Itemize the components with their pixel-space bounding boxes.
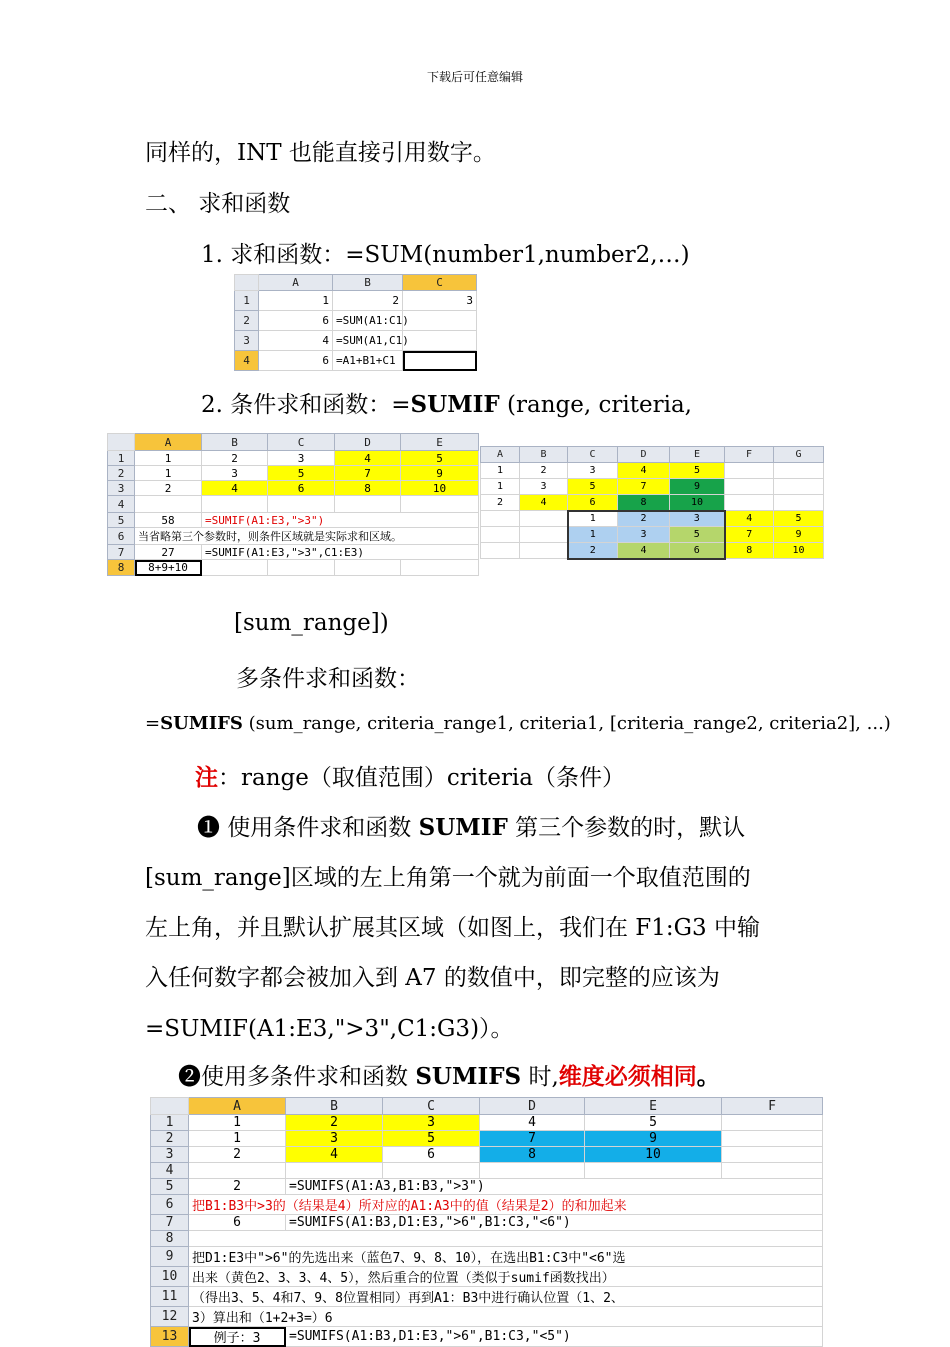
cell: 4 [480,1115,585,1131]
cell: 2 [481,495,520,511]
col-header-selected: C [403,275,477,291]
cell: 1 [189,1131,286,1147]
row-header: 4 [151,1163,189,1179]
row-header: 2 [108,466,135,481]
cell [286,1163,383,1179]
row-header: 1 [151,1115,189,1131]
cell-highlight-green: 9 [670,479,725,495]
cell-highlight-blue: 7 [480,1131,585,1147]
item-sum-function: 1. 求和函数：=SUM(number1,number2,…) [201,242,690,268]
cell-highlight-blue: 10 [585,1147,722,1163]
text-paragraph-line: 左上角，并且默认扩展其区域（如图上，我们在 F1:G3 中输 [145,915,760,941]
cell-highlight: 4 [335,451,401,466]
cell [202,496,268,513]
cell [725,479,774,495]
row-header: 7 [108,545,135,560]
cell-highlight: 4 [618,463,670,479]
text-fragment: 。 [696,1063,720,1090]
cell [335,496,401,513]
col-header: B [202,434,268,451]
cell [401,560,479,576]
cell-highlight: 4 [202,481,268,496]
row-header-selected: 8 [108,560,135,576]
row-header: 3 [151,1147,189,1163]
row-header: 5 [108,513,135,528]
cell-highlight: 5 [383,1131,480,1147]
row-header: 9 [151,1247,189,1267]
cell: 1 [135,466,202,481]
cell-formula: =A1+B1+C1 [333,351,403,371]
cell-highlight-blue: 9 [585,1131,722,1147]
cell: 3 [268,451,335,466]
cell [725,463,774,479]
text-fragment: ：range（取值范围）criteria（条件） [218,765,626,791]
cell: 3 [202,466,268,481]
cell [722,1131,823,1147]
row-header: 11 [151,1287,189,1307]
cell [722,1115,823,1131]
cell [383,1163,480,1179]
page-header: 下载后可任意编辑 [426,70,523,84]
cell: 5 [585,1115,722,1131]
cell-highlight: 5 [401,451,479,466]
row-header: 3 [235,331,259,351]
cell [520,543,568,559]
text-paragraph-line: [sum_range]区域的左上角第一个就为前面一个取值范围的 [145,865,751,891]
col-header: C [268,434,335,451]
row-header: 2 [151,1131,189,1147]
row-header: 7 [151,1215,189,1231]
text-bold-sumifs: SUMIFS [415,1063,522,1090]
cell-formula: =SUMIFS(A1:A3,B1:B3,">3") [286,1179,823,1195]
cell [403,311,477,331]
cell-highlight: 8 [335,481,401,496]
col-header: E [401,434,479,451]
cell-note: 把D1:E3中">6"的先选出来（蓝色7、9、8、10），在选出B1:C3中"<6"选 [189,1247,823,1267]
cell-selected [403,351,477,371]
row-header: 4 [108,496,135,513]
cell [335,560,401,576]
cell: 2 [189,1147,286,1163]
section-heading-sum: 二、 求和函数 [145,191,291,217]
row-header: 1 [108,451,135,466]
cell-highlight-blue: 8 [480,1147,585,1163]
text-fragment: (range, criteria, [499,392,692,418]
cell: 3 [403,291,477,311]
text-paragraph-line: 入任何数字都会被加入到 A7 的数值中，即完整的应该为 [145,965,720,991]
cell-highlight: 5 [568,479,618,495]
text-paragraph-line: =SUMIF(A1:E3,">3",C1:G3)）。 [145,1016,514,1042]
col-header: A [481,447,520,463]
cell-highlight: 7 [618,479,670,495]
cell: 2 [189,1179,286,1195]
cell-highlight: 3 [286,1131,383,1147]
col-header: E [585,1098,722,1115]
cell [189,1231,823,1247]
text-bold-sumif: SUMIF [418,814,508,841]
col-header: D [618,447,670,463]
cell: 6 [259,351,333,371]
cell-highlight-blue: 3 [618,527,670,543]
cell [481,511,520,527]
sheet-corner [151,1098,189,1115]
cell-highlight: 5 [774,511,824,527]
cell: 1 [481,463,520,479]
row-header: 12 [151,1307,189,1327]
cell-highlight-green: 10 [670,495,725,511]
text-fragment: 2. 条件求和函数：= [201,392,411,418]
cell-note: 出来（黄色2、3、3、4、5），然后重合的位置（类似于sumif函数找出） [189,1267,823,1287]
text-bold-sumif: SUMIF [410,391,500,418]
sheet-sumif-extension [480,446,824,560]
text-fragment: 第三个参数的时，默认 [507,815,746,841]
item-sumif-function [201,386,692,419]
row-header: 1 [235,291,259,311]
cell-note: 当省略第三个参数时，则条件区域就是实际求和区域。 [135,528,479,545]
cell-highlight: 4 [520,495,568,511]
text-fragment: ❷使用多条件求和函数 [178,1064,416,1090]
cell: 3 [568,463,618,479]
col-header: D [480,1098,585,1115]
row-header: 2 [235,311,259,331]
cell [481,543,520,559]
col-header: D [335,434,401,451]
sheet-sumif-example [107,433,479,576]
note-label: 注 [195,764,218,791]
cell-note: （得出3、5、4和7、9、8位置相同）再到A1：B3中进行确认位置（1、2、 [189,1287,823,1307]
cell: 2 [520,463,568,479]
cell-note: 3）算出和（1+2+3=）6 [189,1307,823,1327]
cell-highlight: 4 [725,511,774,527]
col-header: C [383,1098,480,1115]
cell [725,495,774,511]
cell-highlight: 7 [335,466,401,481]
cell: 1 [481,479,520,495]
text-fragment: = [145,713,161,734]
col-header: A [259,275,333,291]
row-header: 8 [151,1231,189,1247]
cell [774,495,824,511]
col-header-selected: A [189,1098,286,1115]
col-header: F [725,447,774,463]
text-bold-sumifs: SUMIFS [160,713,243,734]
cell [189,1163,286,1179]
row-header: 6 [108,528,135,545]
text-line-int: 同样的，INT 也能直接引用数字。 [145,140,496,166]
cell [268,496,335,513]
cell [268,560,335,576]
col-header-selected: A [135,434,202,451]
row-header: 6 [151,1195,189,1215]
cell-highlight: 10 [401,481,479,496]
row-header-selected: 4 [235,351,259,371]
cell [135,496,202,513]
cell-highlight-green: 4 [618,543,670,559]
cell-highlight-green: 8 [618,495,670,511]
cell: 3 [520,479,568,495]
cell-highlight: 6 [568,495,618,511]
text-sum-range: [sum_range]) [234,610,389,636]
cell [774,463,824,479]
cell: 1 [568,511,618,527]
cell: 27 [135,545,202,560]
cell-selected: 8+9+10 [135,560,202,576]
cell [774,479,824,495]
cell: 2 [202,451,268,466]
cell-formula-red: =SUMIF(A1:E3,">3") [202,513,479,528]
text-point-1 [197,809,745,842]
col-header: E [670,447,725,463]
cell: 1 [259,291,333,311]
text-warning: 维度必须相同 [558,1063,697,1090]
cell-formula: =SUM(A1:C1) [333,311,403,331]
cell-highlight-blue: 2 [618,511,670,527]
col-header: B [333,275,403,291]
cell-formula: =SUMIFS(A1:B3,D1:E3,">6",B1:C3,"<6") [286,1215,823,1231]
cell [403,331,477,351]
cell [481,527,520,543]
cell-highlight: 2 [286,1115,383,1131]
cell-highlight: 8 [725,543,774,559]
cell: 58 [135,513,202,528]
cell-highlight: 3 [383,1115,480,1131]
col-header: B [286,1098,383,1115]
cell: 1 [189,1115,286,1131]
cell-highlight: 9 [401,466,479,481]
cell-highlight: 5 [268,466,335,481]
sheet-corner [235,275,259,291]
text-sumifs-heading: 多条件求和函数： [236,666,420,692]
cell [722,1147,823,1163]
cell: 4 [259,331,333,351]
text-fragment: 时, [521,1064,559,1090]
cell-highlight-blue: 2 [568,543,618,559]
text-note [195,759,625,792]
row-header-selected: 13 [151,1327,189,1347]
col-header: C [568,447,618,463]
cell [722,1163,823,1179]
sheet-sumifs-example [150,1097,823,1347]
cell-formula: =SUMIFS(A1:B3,D1:E3,">6",B1:C3,"<5") [286,1327,823,1347]
cell: 2 [135,481,202,496]
cell [401,496,479,513]
cell: 6 [383,1147,480,1163]
text-point-2 [178,1058,720,1091]
cell [585,1163,722,1179]
cell-highlight: 10 [774,543,824,559]
cell: 6 [189,1215,286,1231]
cell-highlight: 4 [286,1147,383,1163]
cell-highlight-blue: 3 [670,511,725,527]
cell-note-red: 把B1:B3中>3的（结果是4）所对应的A1:A3中的值（结果是2）的和加起来 [189,1195,823,1215]
col-header: F [722,1098,823,1115]
row-header: 10 [151,1267,189,1287]
sheet-sum-example [234,274,477,371]
text-sumifs-syntax [145,713,891,734]
cell-highlight-blue: 1 [568,527,618,543]
col-header: B [520,447,568,463]
cell-highlight: 9 [774,527,824,543]
cell-highlight: 6 [268,481,335,496]
text-fragment: ❶ 使用条件求和函数 [197,815,419,841]
cell-selected: 例子：3 [189,1327,286,1347]
row-header: 3 [108,481,135,496]
cell [520,527,568,543]
sheet-corner [108,434,135,451]
cell-formula: =SUM(A1,C1) [333,331,403,351]
cell: 6 [259,311,333,331]
text-fragment: (sum_range, criteria_range1, criteria1, [criteria_range2, criteria2], ...) [242,713,891,734]
cell-formula: =SUMIF(A1:E3,">3",C1:E3) [202,545,479,560]
cell [202,560,268,576]
cell [520,511,568,527]
cell-highlight-green: 5 [670,527,725,543]
col-header: G [774,447,824,463]
cell: 2 [333,291,403,311]
cell [480,1163,585,1179]
cell-highlight: 7 [725,527,774,543]
cell: 1 [135,451,202,466]
cell-highlight: 5 [670,463,725,479]
cell-highlight-green: 6 [670,543,725,559]
row-header: 5 [151,1179,189,1195]
